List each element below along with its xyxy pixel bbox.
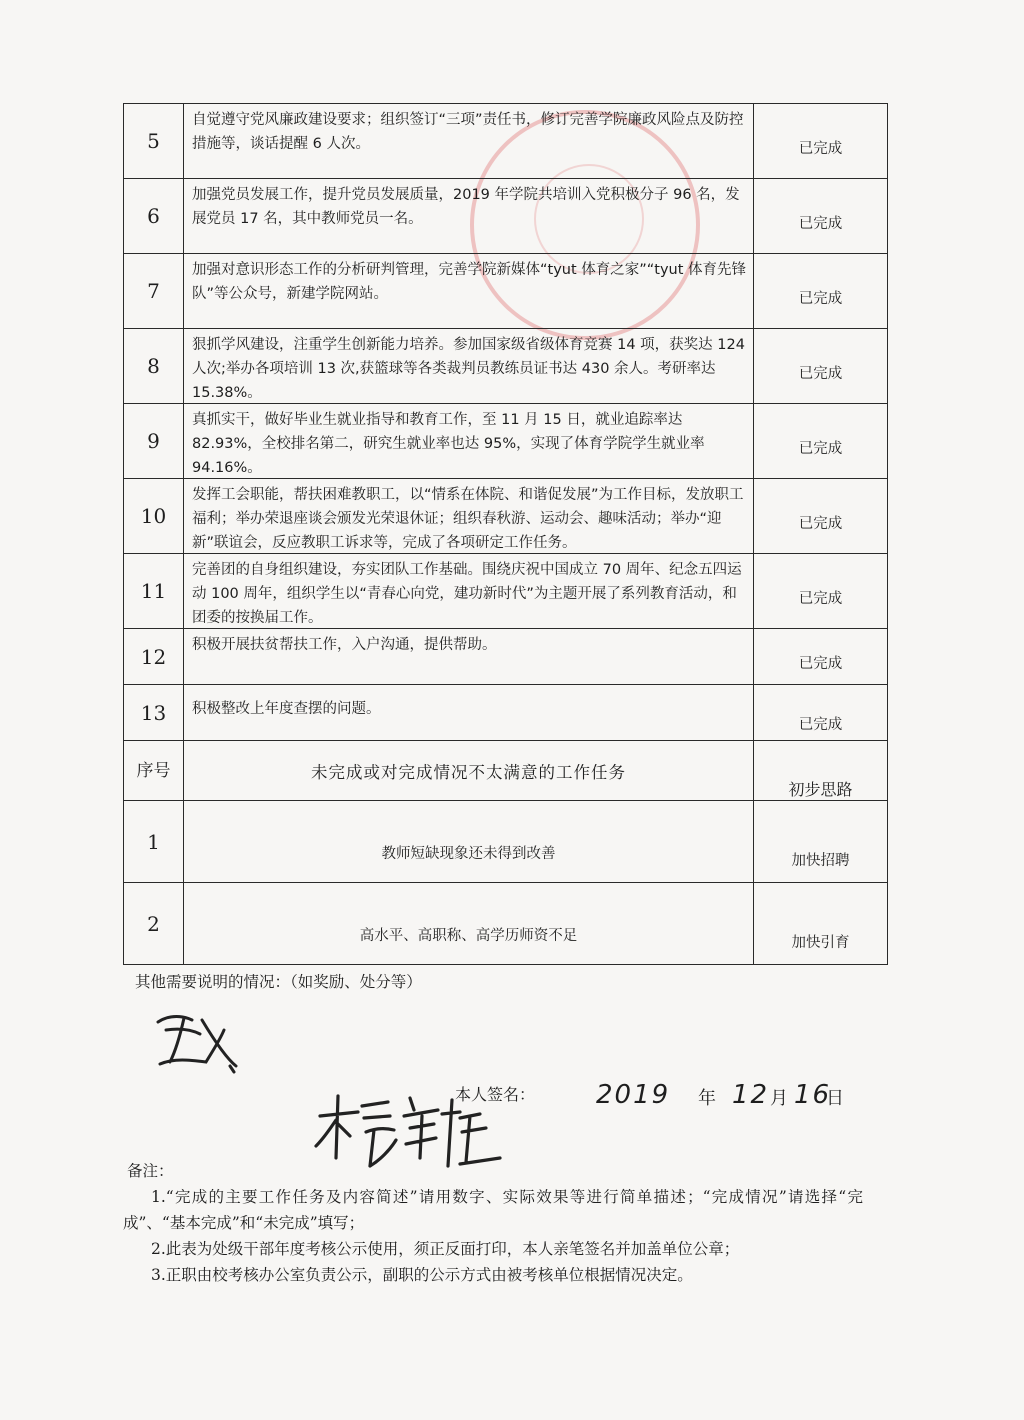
date-day: 16 [794,1080,832,1110]
completion-status: 已完成 [754,254,888,329]
completion-status: 已完成 [754,104,888,179]
work-summary-table [123,103,888,965]
col-header-initial-ideas: 初步思路 [754,741,888,801]
notes-section [123,1158,863,1288]
date-day-unit: 日 [826,1088,844,1109]
table-row [124,479,888,554]
date-year-unit: 年 [698,1088,716,1109]
note-item: 2.此表为处级干部年度考核公示使用，须正反面打印，本人亲笔签名并加盖单位公章； [151,1240,740,1258]
date-month-unit: 月 [770,1088,788,1109]
table-row [124,254,888,329]
table-row [124,404,888,479]
completion-status: 已完成 [754,479,888,554]
completion-status: 已完成 [754,179,888,254]
task-content: 自觉遵守党风廉政建设要求；组织签订“三项”责任书，修订完善学院廉政风险点及防控措施等，谈话提醒 6 人次。 [192,112,744,152]
notes-title: 备注： [127,1162,174,1180]
completion-status: 已完成 [754,629,888,685]
table-row [124,801,888,883]
row-number: 5 [124,104,184,179]
task-content: 完善团的自身组织建设，夯实团队工作基础。围绕庆祝中国成立 70 周年、纪念五四运动 100 周年，组织学生以“青春心向党，建功新时代”为主题开展了系列教育活动，和团委的按换届工作。 [192,562,742,626]
note-item: 3.正职由校考核办公室负责公示，副职的公示方式由被考核单位根据情况决定。 [151,1266,693,1284]
sign-date [596,1080,846,1114]
other-remarks-label: 其他需要说明的情况：（如奖励、处分等） [135,973,422,991]
completion-status: 已完成 [754,404,888,479]
note-item: 1.“完成的主要工作任务及内容简述”请用数字、实际效果等进行简单描述；“完成情况”请选择“完成”、“基本完成”和“未完成”填写； [123,1188,863,1232]
completion-status: 已完成 [754,329,888,404]
row-number: 9 [124,404,184,479]
unfinished-task: 教师短缺现象还未得到改善 [184,801,754,883]
row-number: 8 [124,329,184,404]
task-content: 真抓实干，做好毕业生就业指导和教育工作，至 11 月 15 日，就业追踪率达 82.93%，全校排名第二，研究生就业率也达 95%，实现了体育学院学生就业率 94.16%。 [192,412,705,476]
initial-idea: 加快引育 [754,883,888,965]
col-header-number: 序号 [124,741,184,801]
table-row [124,629,888,685]
table-row [124,685,888,741]
task-content: 狠抓学风建设，注重学生创新能力培养。参加国家级省级体育竞赛 14 项，获奖达 124 人次;举办各项培训 13 次,获篮球等各类裁判员教练员证书达 430 余人。考研率达 15.38%。 [192,337,745,401]
row-number: 10 [124,479,184,554]
row-number: 6 [124,179,184,254]
completion-status: 已完成 [754,685,888,741]
date-year: 2019 [596,1080,671,1110]
col-header-unfinished-task: 未完成或对完成情况不太满意的工作任务 [184,741,754,801]
table-row [124,179,888,254]
completed-tasks-body [124,104,888,965]
initial-idea: 加快招聘 [754,801,888,883]
row-number: 13 [124,685,184,741]
task-content: 加强党员发展工作，提升党员发展质量，2019 年学院共培训入党积极分子 96 名，发展党员 17 名，其中教师党员一名。 [192,187,740,227]
signature-label: 本人签名： [455,1085,536,1104]
row-number: 12 [124,629,184,685]
task-content: 积极整改上年度查摆的问题。 [192,701,381,717]
handwritten-initial-signature [140,1000,250,1080]
task-content: 加强对意识形态工作的分析研判管理，完善学院新媒体“tyut 体育之家”“tyut 体育先锋队”等公众号，新建学院网站。 [192,262,747,302]
table-row [124,554,888,629]
table-row [124,329,888,404]
task-content: 积极开展扶贫帮扶工作，入户沟通，提供帮助。 [192,637,497,653]
task-content: 发挥工会职能，帮扶困难教职工，以“情系在体院、和谐促发展”为工作目标，发放职工福利；举办荣退座谈会颁发光荣退休证；组织春秋游、运动会、趣味活动；举办“迎新”联谊会，反应教职工诉求等，完成了各项研定工作任务。 [192,487,744,551]
date-month: 12 [732,1080,770,1110]
table-header-row [124,741,888,801]
row-number: 2 [124,883,184,965]
row-number: 11 [124,554,184,629]
table-row [124,104,888,179]
row-number: 1 [124,801,184,883]
unfinished-task: 高水平、高职称、高学历师资不足 [184,883,754,965]
completion-status: 已完成 [754,554,888,629]
table-row [124,883,888,965]
row-number: 7 [124,254,184,329]
